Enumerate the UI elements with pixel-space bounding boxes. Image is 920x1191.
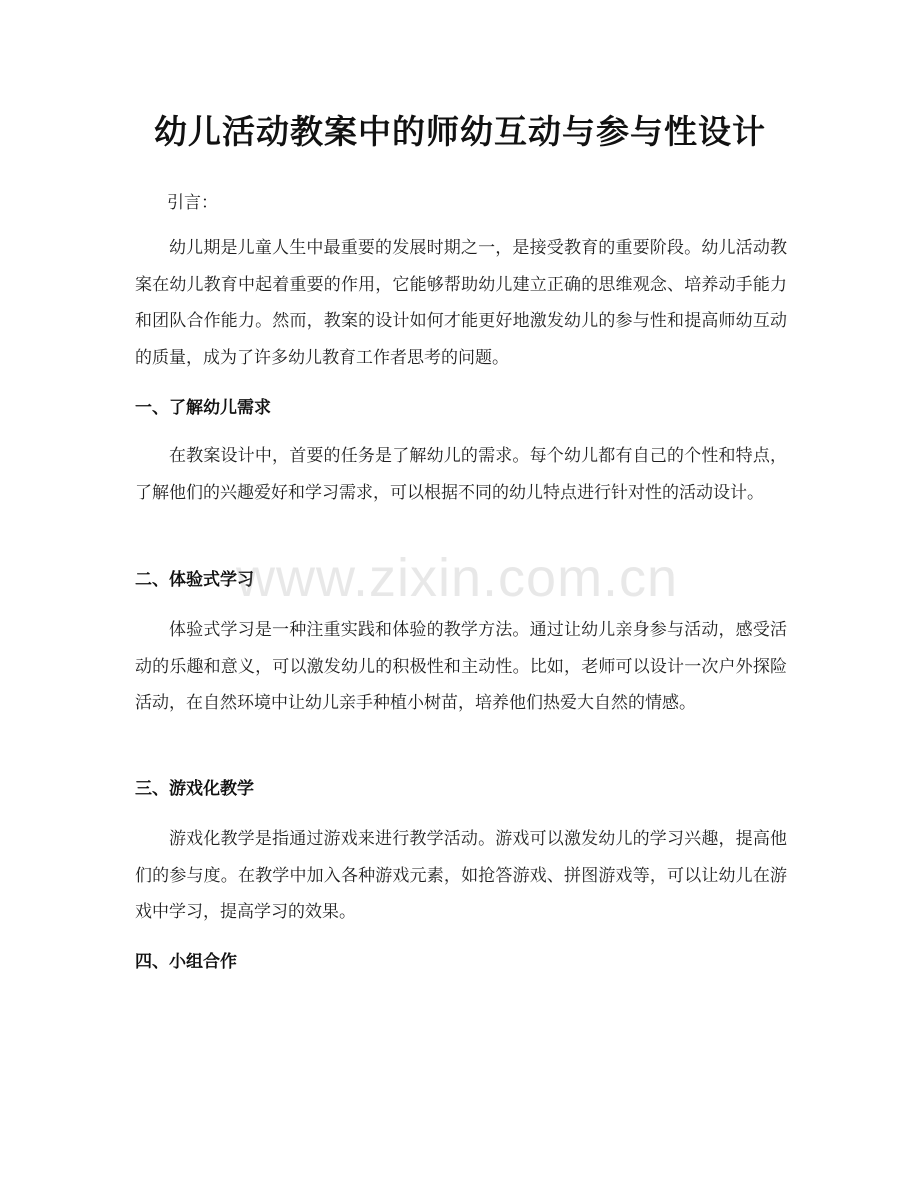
section-body-2: 体验式学习是一种注重实践和体验的教学方法。通过让幼儿亲身参与活动，感受活动的乐趣和意义，可以激发幼儿的积极性和主动性。比如，老师可以设计一次户外探险活动，在自然环境中让幼儿亲手种植小树苗，培养他们热爱大自然的情感。 xyxy=(135,620,787,713)
section-heading-1: 一、了解幼儿需求 xyxy=(135,398,271,418)
intro-paragraph: 幼儿期是儿童人生中最重要的发展时期之一，是接受教育的重要阶段。幼儿活动教案在幼儿教育中起着重要的作用，它能够帮助幼儿建立正确的思维观念、培养动手能力和团队合作能力。然而，教案的设计如何才能更好地激发幼儿的参与性和提高师幼互动的质量，成为了许多幼儿教育工作者思考的问题。 xyxy=(135,238,787,368)
watermark: www.zixin.com.cn xyxy=(236,548,679,608)
section-body-1: 在教案设计中，首要的任务是了解幼儿的需求。每个幼儿都有自己的个性和特点，了解他们的兴趣爱好和学习需求，可以根据不同的幼儿特点进行针对性的活动设计。 xyxy=(135,446,787,503)
section-heading-3: 三、游戏化教学 xyxy=(135,779,254,799)
section-heading-2: 二、体验式学习 xyxy=(135,570,254,590)
section-body-3: 游戏化教学是指通过游戏来进行教学活动。游戏可以激发幼儿的学习兴趣，提高他们的参与度。在教学中加入各种游戏元素，如抢答游戏、拼图游戏等，可以让幼儿在游戏中学习，提高学习的效果。 xyxy=(135,829,787,922)
intro-label: 引言： xyxy=(167,193,218,213)
document-title: 幼儿活动教案中的师幼互动与参与性设计 xyxy=(154,112,766,151)
section-heading-4: 四、小组合作 xyxy=(135,952,237,972)
